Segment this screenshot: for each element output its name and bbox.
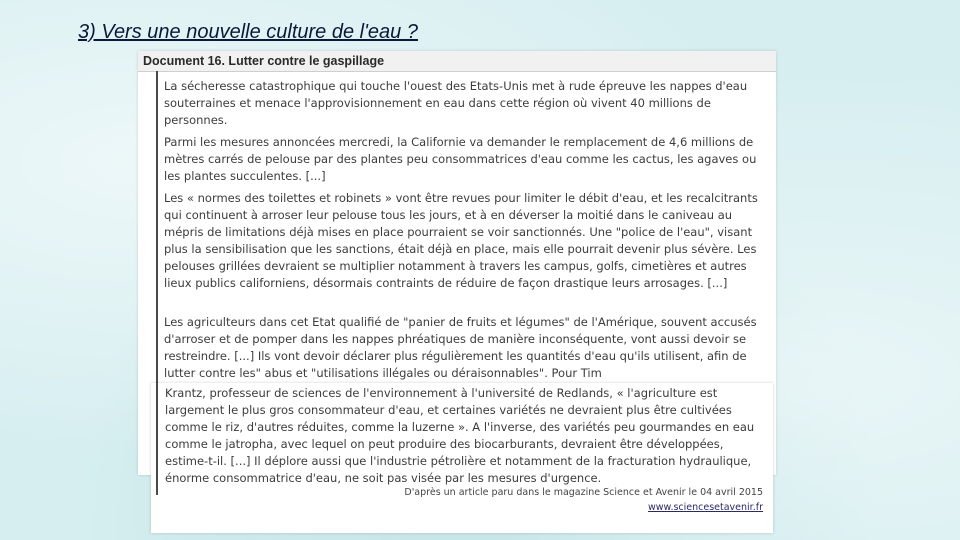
paragraph-2: Parmi les mesures annoncées mercredi, la Californie va demander le remplacement de 4,6 millions de mètres carrés de pelouse par des plantes peu consommatrices d'eau comme les cactus, les agaves ou les plantes succulentes. [...]: [164, 135, 757, 183]
document-continuation-card: [151, 383, 773, 533]
source-text: D'après un article paru dans le magazine Science et Avenir le 04 avril 2015: [404, 487, 763, 498]
slide-title: 3) Vers une nouvelle culture de l'eau ?: [78, 21, 418, 43]
paragraph-continuation: Krantz, professeur de sciences de l'environnement à l'université de Redlands, « l'agriculture est largement le plus gros consommateur d'eau, et certaines variétés ne devraient plus être cultivées comme le riz, d'autres réduites, comme la luzerne ». A l'inverse, des variétés peu gourmandes en eau comme le jatropha, avec lequel on peut produire des biocarburants, devraient être développées, estime-t-il. [...] Il déplore aussi que l'industrie pétrolière et notamment de la fracturation hydraulique, énorme consommatrice d'eau, ne soit pas visée par les mesures d'urgence.: [165, 386, 755, 485]
source-link[interactable]: www.sciencesetavenir.fr: [648, 502, 763, 513]
document-header: [138, 51, 776, 72]
quote-border: [156, 383, 158, 495]
paragraph-3: Les « normes des toilettes et robinets » vont être revues pour limiter le débit d'eau, et les recalcitrants qui continuent à arroser leur pelouse tous les jours, et à en déverser la moitié dans le caniveau au mépris de limitations déjà mises en place pourraient se voir sanctionnés. Une "police de l'eau", visant plus la sensibilisation que les sanctions, était déjà en place, mais elle pourrait devenir plus sévère. Les pelouses grillées devraient se multiplier notamment à travers les campus, golfs, cimetières et autres lieux publics californiens, désormais contraints de réduire de façon drastique leurs arrosages. [...]: [164, 191, 758, 290]
source-citation: [404, 485, 763, 515]
paragraph-4: Les agriculteurs dans cet Etat qualifié de "panier de fruits et légumes" de l'Amérique, souvent accusés d'arroser et de pomper dans les nappes phréatiques de manière inconséquente, vont aussi devoir se restreindre. [...] Ils vont devoir déclarer plus régulièrement les quantités d'eau qu'ils utilisent, afin de lutter contre les" abus et "utilisations illégales ou déraisonnables". Pour Tim: [164, 315, 757, 380]
paragraph-1: La sécheresse catastrophique qui touche l'ouest des Etats-Unis met à rude épreuve les nappes d'eau souterraines et menace l'approvisionnement en eau dans cette région où vivent 40 millions de personnes.: [164, 79, 748, 127]
document-title: Document 16. Lutter contre le gaspillage: [143, 54, 385, 68]
